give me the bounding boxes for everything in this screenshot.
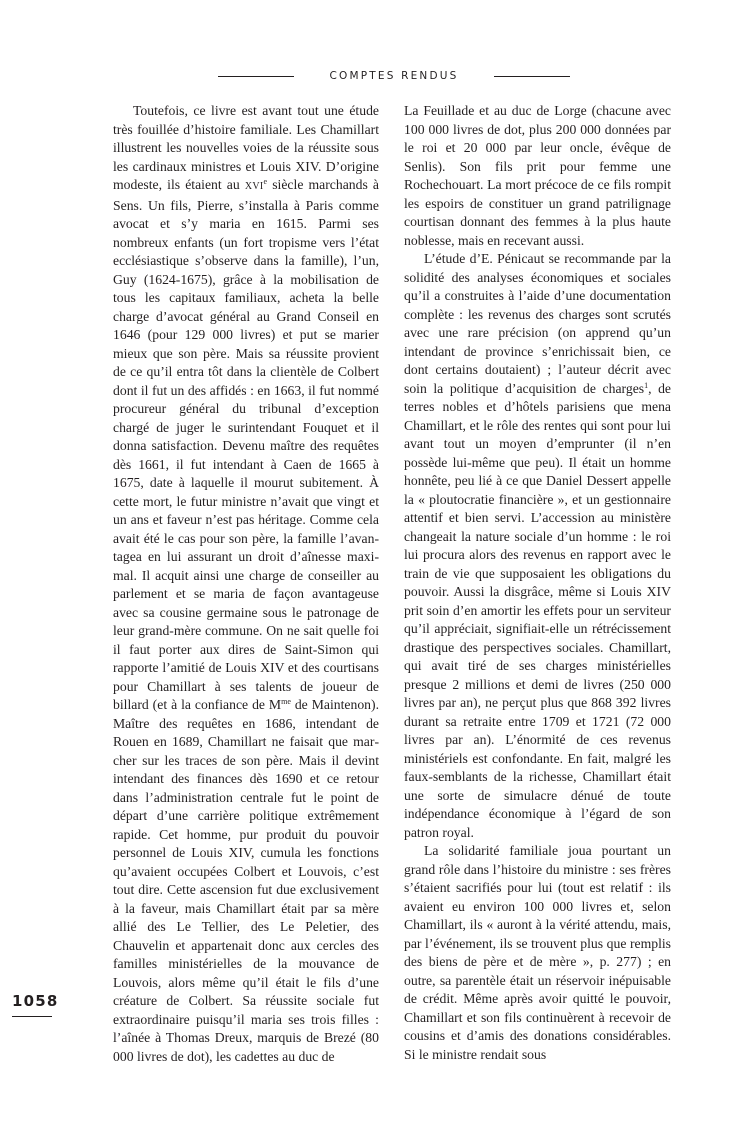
- paragraph: La solidarité familiale joua pourtant un grand rôle dans l’histoire du ministre : ses frères s’étaient sacrifiés pour lui (tout est relatif : ils avaient eu environ 100 000 livres et, selon Chamillart, ils « auront à la vérité attendu, mais, par l’événement, ils se trouvent plus que remplis des biens de père et de mère », p. 277) ; en outre, sa parentèle était un réservoir inépuisable de crédit. Même après avoir quitté le pouvoir, Chamillart et son fils continuèrent à recevoir de cousins et d’amis des donations considérables. Si le ministre rendait sous: [404, 843, 671, 1062]
- text-column-right: [404, 102, 671, 1064]
- running-head: [218, 66, 570, 86]
- century-numeral: XVI: [244, 181, 264, 192]
- superscript: e: [263, 177, 268, 186]
- header-rule-right: [494, 76, 570, 77]
- paragraph: [113, 102, 379, 1066]
- paragraph-text: Toutefois, ce livre est avant tout une étude très fouillée d’histoire familiale. Les Chamillart illustrent les nouvelles voies de la réussite sous les cardinaux ministres et Louis XIV. D’origine modeste, ils étaient au: [113, 103, 379, 192]
- page-number-rule: [12, 1016, 52, 1017]
- paragraph-text: L’étude d’E. Pénicaut se recommande par la solidité des analyses économiques et sociales qu’il a construites à l’aide d’une documentation complète : les revenus des charges sont scrutés avec une rare précision (on apprend qu’un intendant de province s’enrichissait bien, ce dont certains doutaient) ; l’auteur décrit avec soin la politique d’acquisition de charges: [404, 251, 671, 396]
- paragraph-text: siècle marchands à Sens. Un fils, Pierre, s’installa à Paris comme avocat et s’y maria en 1615. Parmi ses nombreux enfants (un fort tropisme vers l’état ecclésiastique s’observe dans la famille), l’un, Guy (1624-1675), grâce à la mobilisation de tous les capitaux familiaux, acheta la belle charge d’avocat général au Grand Conseil en 1646 (pour 129 000 livres) et put se marier mieux que son père. Mais sa réussite provient de ce qu’il entra tôt dans la clientèle de Colbert dont il fut un des affidés : en 1663, il fut nommé procureur général du tribunal d’exception chargé de juger le surintendant Fouquet et il donna satisfaction. Devenu maître des requêtes dès 1661, il fut intendant à Caen de 1665 à 1675, date à laquelle il mourut subitement. À cette mort, le futur ministre n’avait que vingt et un ans et faveur n’est pas héritage. Comme cela avait été le cas pour son père, la famille l’avantagea en lui assurant un droit d’aînesse maximal. Il acquit ainsi une charge de conseiller au parlement et se maria de façon avantageuse avec sa cousine germaine sous le patronage de leur grand-mère commune. On ne sait quelle foi il faut porter aux dires de Saint-Simon qui rapporte l’amitié de Louis XIV et des courtisans pour Chamillart à ses talents de joueur de billard (et à la confiance de M: [113, 177, 379, 712]
- text-column-left: [113, 102, 379, 1066]
- running-title: COMPTES RENDUS: [329, 70, 459, 82]
- header-rule-left: [218, 76, 294, 77]
- page-number: 1058: [12, 992, 59, 1010]
- paragraph-text: , de terres nobles et d’hôtels parisiens que mena Chamillart, et le rôle des rentes qui sont pour lui avant tout un moyen d’emprunter (il n’en possède lui-même que peu). Il était un homme honnête, peu lié à ce que Daniel Dessert appelle la « ploutocratie financière », et un gestionnaire attentif et bien servi. L’accession au ministère changeait la nature sociale d’un homme : le roi lui procura alors des revenus en rapport avec le train de vie que supposaient les obligations du pouvoir. Aussi la disgrâce, même si Louis XIV prit soin d’en amortir les effets pour un serviteur qu’il appréciait, signifiait-elle un rétrécissement drastique des perspectives sociales. Chamillart, qui avait tiré de ses charges ministérielles presque 2 millions et demi de livres (250 000 livres par an), ne perçut plus que 868 392 livres durant sa retraite entre 1709 et 1721 (72 000 livres par an). L’énormité de ces revenus ministériels est confondante. En fait, malgré les faux-semblants de la richesse, Chamillart était une sorte de simulacre dénué de toute indépendance économique à l’égard de son patron royal.: [404, 380, 671, 840]
- paragraph-continued: La Feuillade et au duc de Lorge (chacune avec 100 000 livres de dot, plus 200 000 données par le roi et 20 000 par leur oncle, évêque de Senlis). Son fils prit pour femme une Rochechouart. La mort précoce de ce fils rompit les espoirs de constituer un grand patrilignage courtisan donnant des femmes à la plus haute noblesse, mais en recevant aussi.: [404, 103, 671, 248]
- superscript: me: [281, 697, 291, 706]
- footnote-reference[interactable]: 1: [644, 380, 649, 390]
- paragraph: [404, 250, 671, 842]
- paragraph-text: de Maintenon). Maître des requêtes en 1686, intendant de Rouen en 1689, Chamillart ne faisait que marcher sur les traces de son père. Mais il devint intendant des finances dès 1690 et ce retour dans l’administration centrale fut le point de départ d’une carrière politique extrêmement rapide. Cet homme, pur produit du pouvoir personnel de Louis XIV, cumula les fonctions qu’avaient occupées Colbert et Louvois, c’est tout dire. Cette ascension fut due exclusivement à la faveur, mais Chamillart était par sa mère allié des Le Tellier, des Le Peletier, des Chauvelin et appartenait donc aux cercles des familles ministérielles de la mouvance de Louvois, alors même qu’il était le fils d’une créature de Colbert. Sa réussite sociale fut extraordinaire puisqu’il maria ses trois filles : l’aînée à Thomas Dreux, marquis de Brezé (80 000 livres de dot), les cadettes au duc de: [113, 697, 379, 1064]
